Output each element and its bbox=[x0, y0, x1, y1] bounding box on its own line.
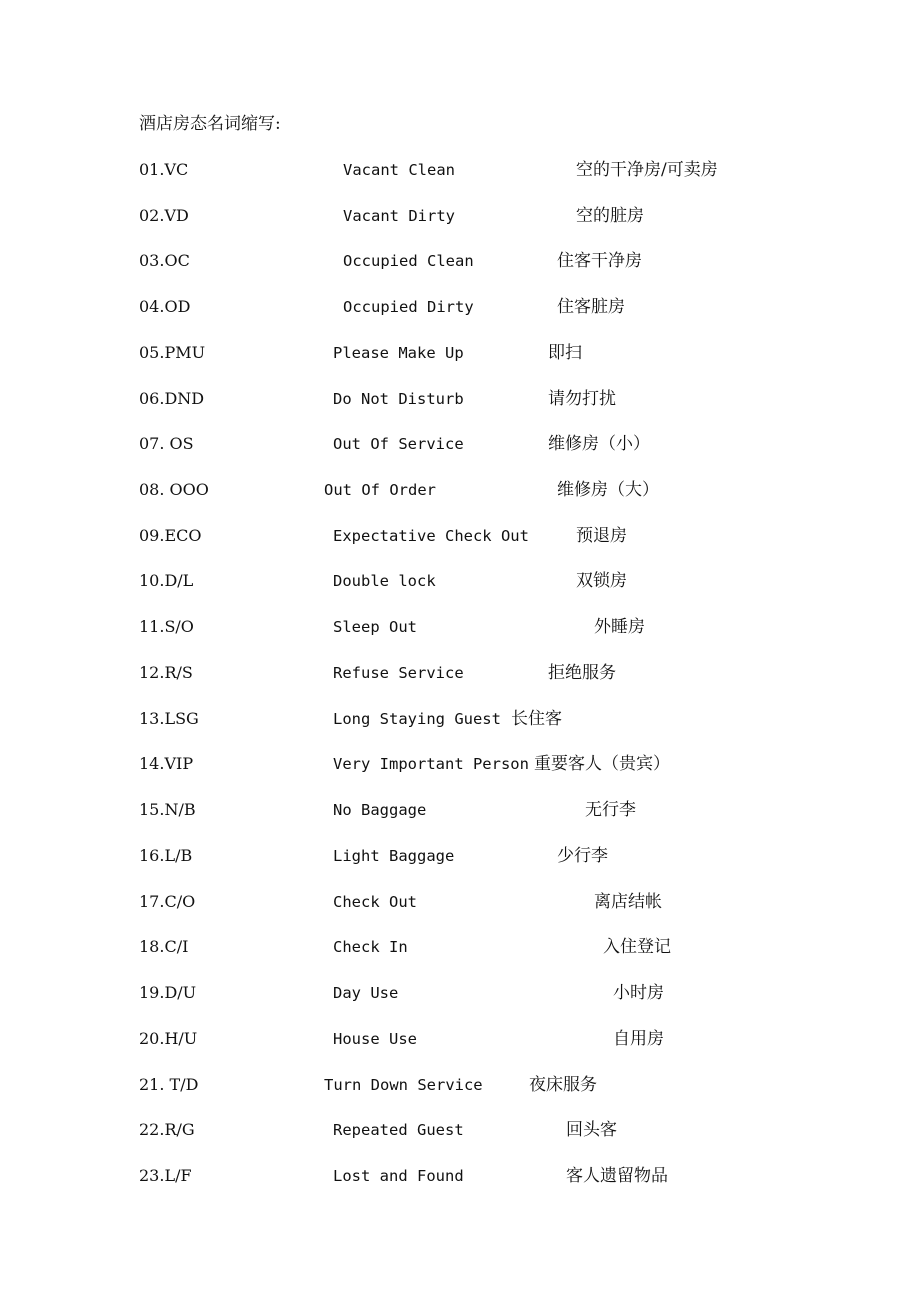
english-term: Check Out bbox=[333, 893, 417, 911]
abbreviation-code: 19.D/U bbox=[139, 983, 197, 1002]
abbreviation-code: 10.D/L bbox=[139, 571, 194, 590]
chinese-term: 维修房（大） bbox=[557, 480, 659, 500]
abbreviation-row bbox=[0, 661, 920, 685]
abbreviation-row bbox=[0, 1073, 920, 1097]
english-term: Expectative Check Out bbox=[333, 527, 529, 545]
chinese-term: 空的干净房/可卖房 bbox=[576, 160, 718, 180]
abbreviation-code: 15.N/B bbox=[139, 800, 196, 819]
english-term: Occupied Clean bbox=[343, 252, 474, 270]
english-term: No Baggage bbox=[333, 801, 427, 819]
chinese-term: 请勿打扰 bbox=[548, 389, 616, 409]
abbreviation-row bbox=[0, 798, 920, 822]
english-term: Day Use bbox=[333, 984, 399, 1002]
english-term: Occupied Dirty bbox=[343, 298, 474, 316]
english-term: Sleep Out bbox=[333, 618, 417, 636]
abbreviation-code: 08. OOO bbox=[139, 480, 209, 499]
english-term: Check In bbox=[333, 938, 408, 956]
chinese-term: 空的脏房 bbox=[576, 206, 644, 226]
abbreviation-row bbox=[0, 1027, 920, 1051]
english-term: Lost and Found bbox=[333, 1167, 464, 1185]
english-term: Long Staying Guest bbox=[333, 710, 501, 728]
chinese-term: 双锁房 bbox=[576, 571, 627, 591]
english-term: Out Of Service bbox=[333, 435, 464, 453]
english-term: House Use bbox=[333, 1030, 417, 1048]
english-term: Double lock bbox=[333, 572, 436, 590]
abbreviation-code: 07. OS bbox=[139, 434, 194, 453]
chinese-term: 客人遗留物品 bbox=[566, 1166, 668, 1186]
chinese-term: 小时房 bbox=[613, 983, 664, 1003]
abbreviation-code: 17.C/O bbox=[139, 892, 196, 911]
chinese-term: 即扫 bbox=[548, 343, 582, 363]
abbreviation-code: 04.OD bbox=[139, 297, 191, 316]
abbreviation-code: 18.C/I bbox=[139, 937, 189, 956]
english-term: Vacant Clean bbox=[343, 161, 455, 179]
abbreviation-row bbox=[0, 158, 920, 182]
chinese-term: 无行李 bbox=[585, 800, 636, 820]
chinese-term: 维修房（小） bbox=[548, 434, 650, 454]
abbreviation-row bbox=[0, 524, 920, 548]
english-term: Repeated Guest bbox=[333, 1121, 464, 1139]
abbreviation-code: 22.R/G bbox=[139, 1120, 195, 1139]
abbreviation-code: 13.LSG bbox=[139, 709, 199, 728]
abbreviation-row bbox=[0, 1164, 920, 1188]
abbreviation-row bbox=[0, 478, 920, 502]
abbreviation-row bbox=[0, 204, 920, 228]
abbreviation-code: 16.L/B bbox=[139, 846, 193, 865]
abbreviation-row bbox=[0, 569, 920, 593]
abbreviation-row bbox=[0, 249, 920, 273]
chinese-term: 长住客 bbox=[511, 709, 562, 729]
abbreviation-row bbox=[0, 387, 920, 411]
english-term: Refuse Service bbox=[333, 664, 464, 682]
abbreviation-row bbox=[0, 707, 920, 731]
chinese-term: 夜床服务 bbox=[529, 1075, 597, 1095]
abbreviation-code: 03.OC bbox=[139, 251, 190, 270]
abbreviation-code: 20.H/U bbox=[139, 1029, 198, 1048]
abbreviation-code: 01.VC bbox=[139, 160, 189, 179]
chinese-term: 少行李 bbox=[557, 846, 608, 866]
chinese-term: 自用房 bbox=[613, 1029, 664, 1049]
english-term: Light Baggage bbox=[333, 847, 455, 865]
english-term: Vacant Dirty bbox=[343, 207, 455, 225]
abbreviation-row bbox=[0, 752, 920, 776]
chinese-term: 重要客人（贵宾） bbox=[534, 754, 670, 774]
abbreviation-row bbox=[0, 981, 920, 1005]
abbreviation-row bbox=[0, 615, 920, 639]
abbreviation-code: 06.DND bbox=[139, 389, 205, 408]
english-term: Turn Down Service bbox=[324, 1076, 483, 1094]
chinese-term: 离店结帐 bbox=[594, 892, 662, 912]
abbreviation-row bbox=[0, 890, 920, 914]
abbreviation-code: 14.VIP bbox=[139, 754, 194, 773]
abbreviation-row bbox=[0, 432, 920, 456]
abbreviation-code: 05.PMU bbox=[139, 343, 206, 362]
chinese-term: 入住登记 bbox=[603, 937, 671, 957]
abbreviation-row bbox=[0, 295, 920, 319]
abbreviation-code: 11.S/O bbox=[139, 617, 194, 636]
english-term: Do Not Disturb bbox=[333, 390, 464, 408]
document-title: 酒店房态名词缩写: bbox=[139, 114, 281, 134]
abbreviation-row bbox=[0, 844, 920, 868]
chinese-term: 住客脏房 bbox=[557, 297, 625, 317]
english-term: Very Important Person bbox=[333, 755, 529, 773]
chinese-term: 预退房 bbox=[576, 526, 627, 546]
chinese-term: 住客干净房 bbox=[557, 251, 642, 271]
english-term: Out Of Order bbox=[324, 481, 436, 499]
chinese-term: 回头客 bbox=[566, 1120, 617, 1140]
chinese-term: 拒绝服务 bbox=[548, 663, 616, 683]
english-term: Please Make Up bbox=[333, 344, 464, 362]
abbreviation-code: 21. T/D bbox=[139, 1075, 199, 1094]
abbreviation-code: 23.L/F bbox=[139, 1166, 192, 1185]
chinese-term: 外睡房 bbox=[594, 617, 645, 637]
abbreviation-row bbox=[0, 341, 920, 365]
abbreviation-row bbox=[0, 1118, 920, 1142]
abbreviation-code: 02.VD bbox=[139, 206, 189, 225]
abbreviation-code: 12.R/S bbox=[139, 663, 193, 682]
abbreviation-row bbox=[0, 935, 920, 959]
abbreviation-code: 09.ECO bbox=[139, 526, 202, 545]
